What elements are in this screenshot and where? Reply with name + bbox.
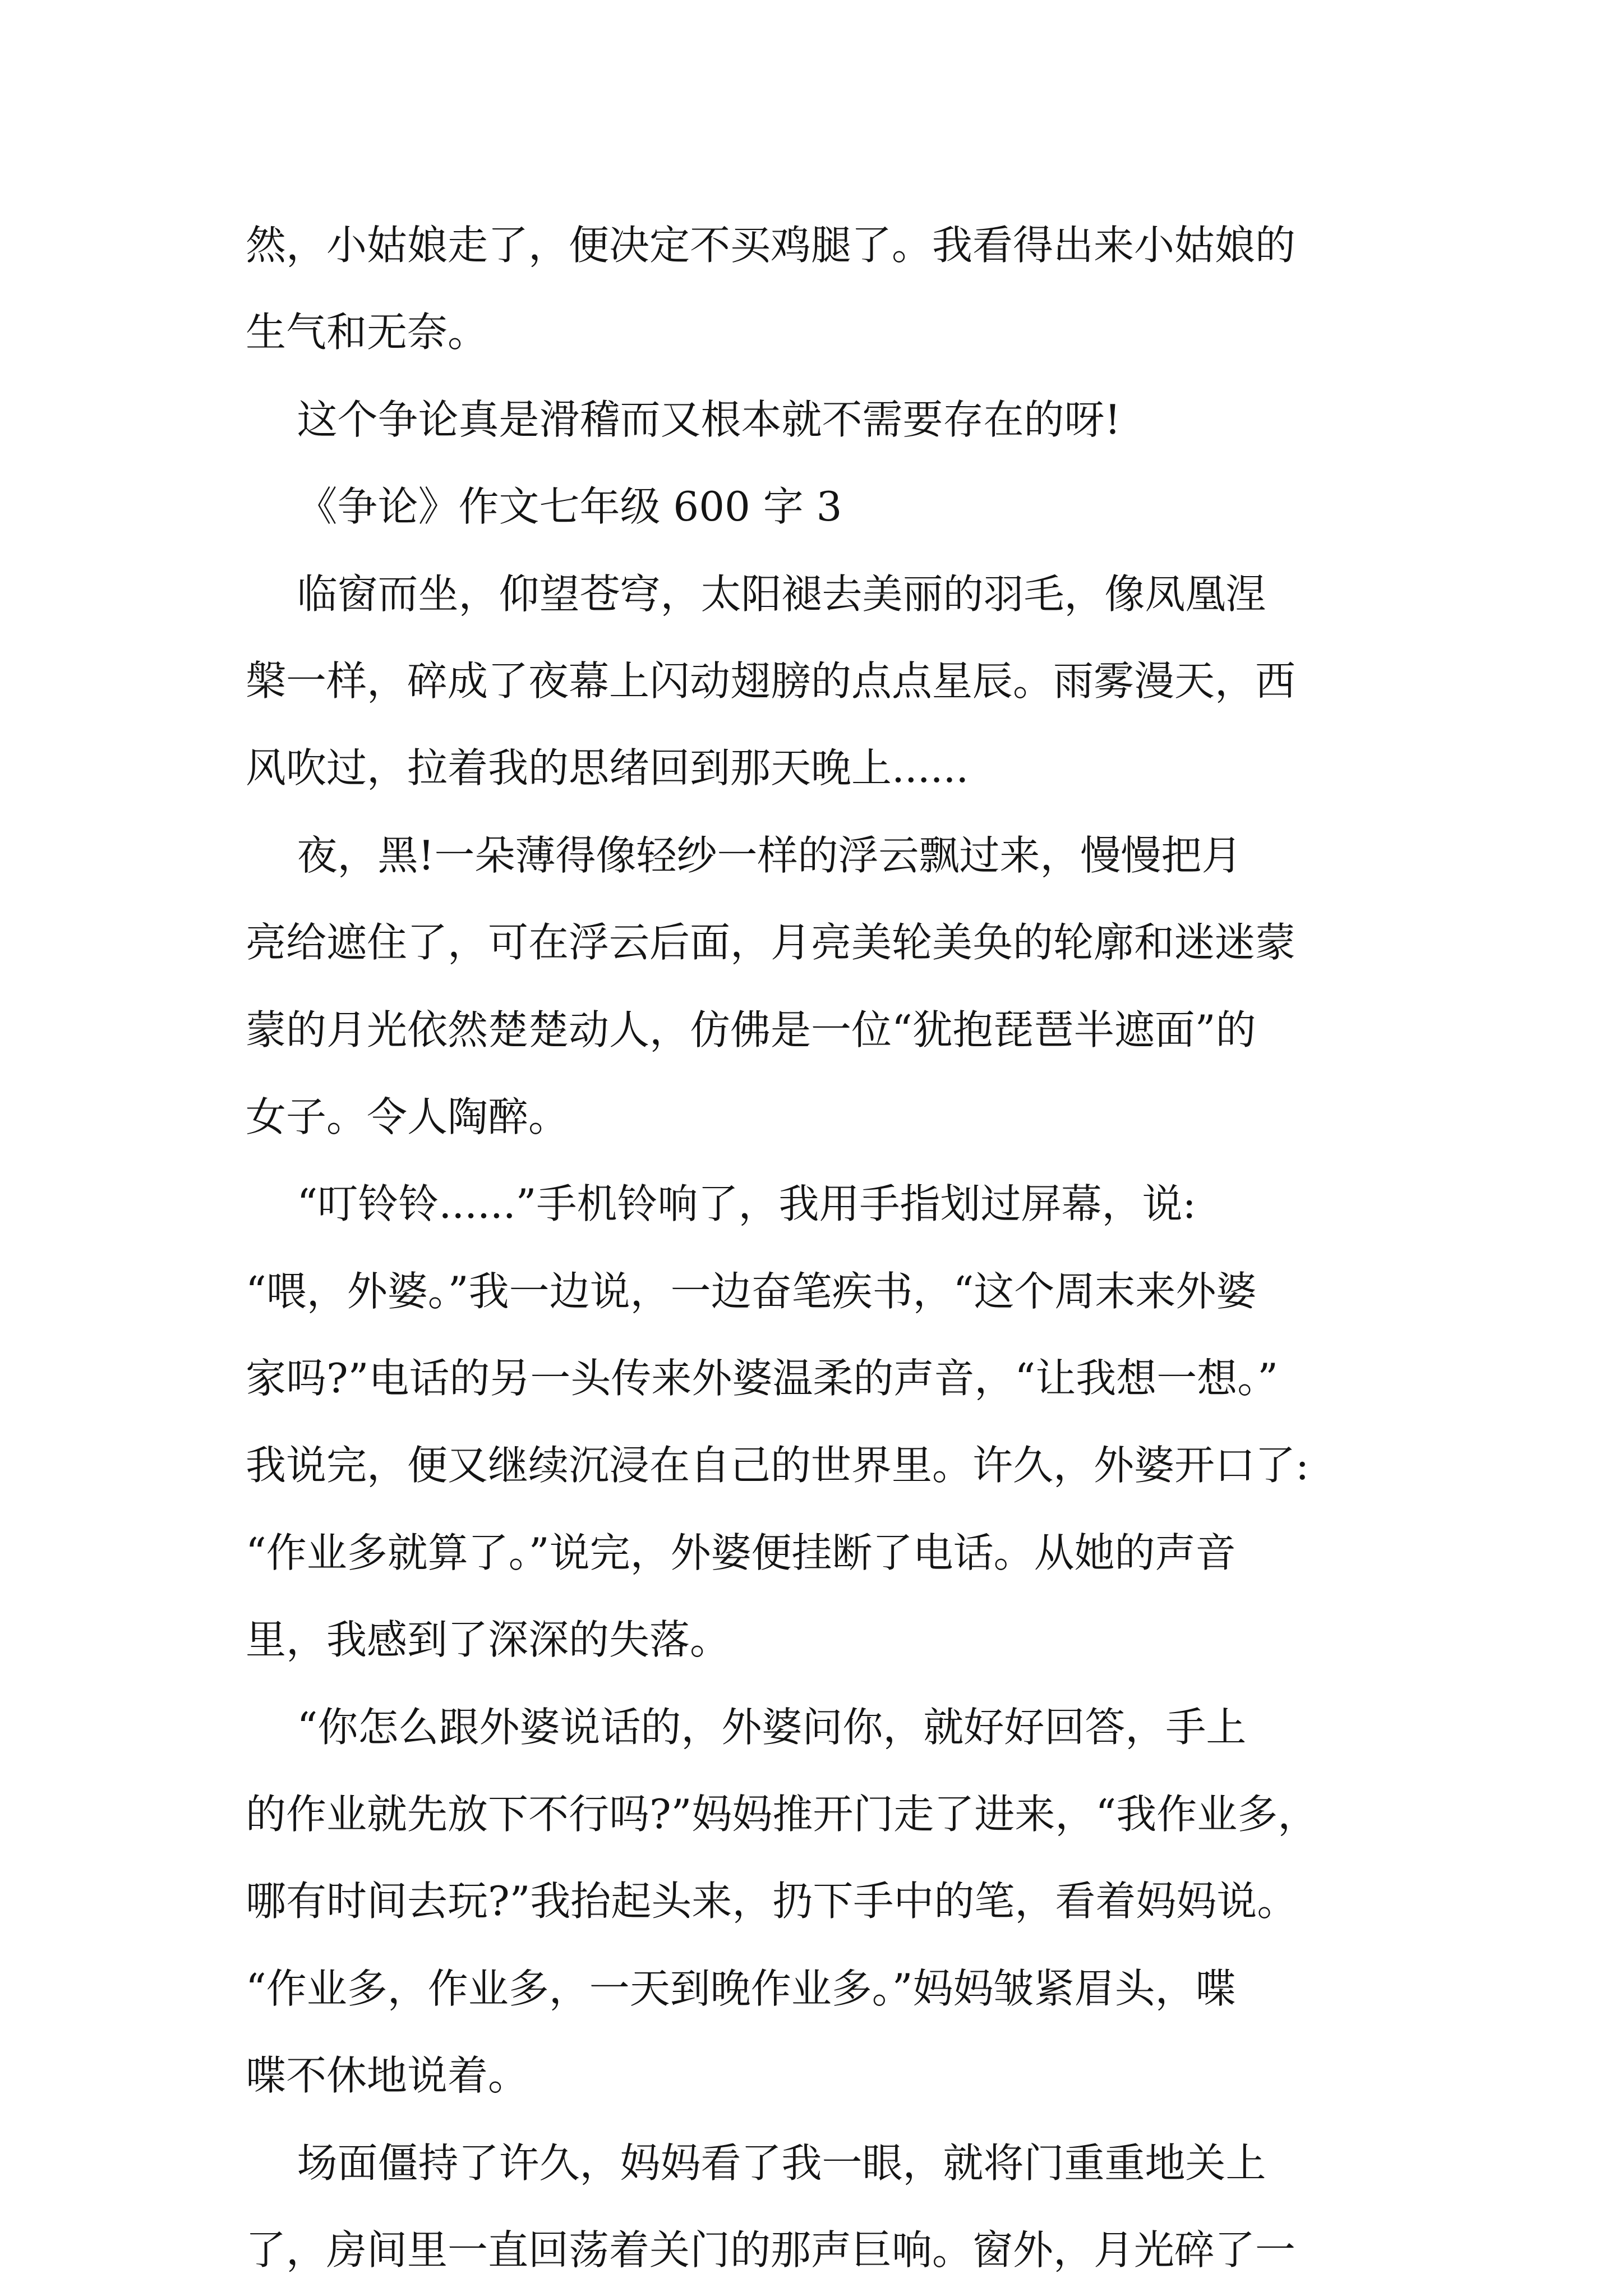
text-line: 女子。令人陶醉。: [246, 1093, 569, 1140]
text-line: 然，小姑娘走了，便决定不买鸡腿了。我看得出来小姑娘的: [246, 222, 1296, 269]
text-line: 喋不休地说着。: [246, 2052, 529, 2100]
text-line: “叮铃铃......”手机铃响了，我用手指划过屏幕，说:: [246, 1180, 1196, 1228]
text-line: 家吗?”电话的另一头传来外婆温柔的声音，“让我想一想。”: [246, 1355, 1279, 1402]
text-line: 场面僵持了许久，妈妈看了我一眼，就将门重重地关上: [246, 2139, 1266, 2187]
text-line: 蒙的月光依然楚楚动人，仿佛是一位“犹抱琵琶半遮面”的: [246, 1006, 1256, 1053]
text-line: “作业多就算了。”说完，外婆便挂断了电话。从她的声音: [246, 1529, 1236, 1576]
text-line: “作业多，作业多，一天到晚作业多。”妈妈皱紧眉头，喋: [246, 1964, 1236, 2012]
text-line: 哪有时间去玩?”我抬起头来，扔下手中的笔，看着妈妈说。: [246, 1878, 1298, 1925]
text-line: “你怎么跟外婆说话的，外婆问你，就好好回答，手上: [246, 1703, 1247, 1751]
section-heading: 《争论》作文七年级 600 字 3: [246, 483, 842, 531]
text-line: 槃一样，碎成了夜幕上闪动翅膀的点点星辰。雨雾漫天，西: [246, 657, 1296, 705]
text-line: 我说完，便又继续沉浸在自己的世界里。许久，外婆开口了:: [246, 1442, 1310, 1489]
text-line: 了，房间里一直回荡着关门的那声巨响。窗外，月光碎了一: [246, 2226, 1296, 2274]
text-line: “喂，外婆。”我一边说，一边奋笔疾书，“这个周末来外婆: [246, 1267, 1257, 1315]
text-line: 亮给遮住了，可在浮云后面，月亮美轮美奂的轮廓和迷迷蒙: [246, 919, 1296, 967]
text-line: 的作业就先放下不行吗?”妈妈推开门走了进来，“我作业多，: [246, 1791, 1318, 1838]
text-line: 这个争论真是滑稽而又根本就不需要存在的呀!: [246, 395, 1121, 443]
document-body: [246, 202, 1412, 2294]
text-line: 里，我感到了深深的失落。: [246, 1616, 731, 1664]
text-line: 风吹过，拉着我的思绪回到那天晚上......: [246, 744, 969, 792]
text-line: 夜，黑!一朵薄得像轻纱一样的浮云飘过来，慢慢把月: [246, 831, 1242, 879]
text-line: 临窗而坐，仰望苍穹，太阳褪去美丽的羽毛，像凤凰涅: [246, 570, 1266, 618]
text-line: 生气和无奈。: [246, 309, 488, 356]
